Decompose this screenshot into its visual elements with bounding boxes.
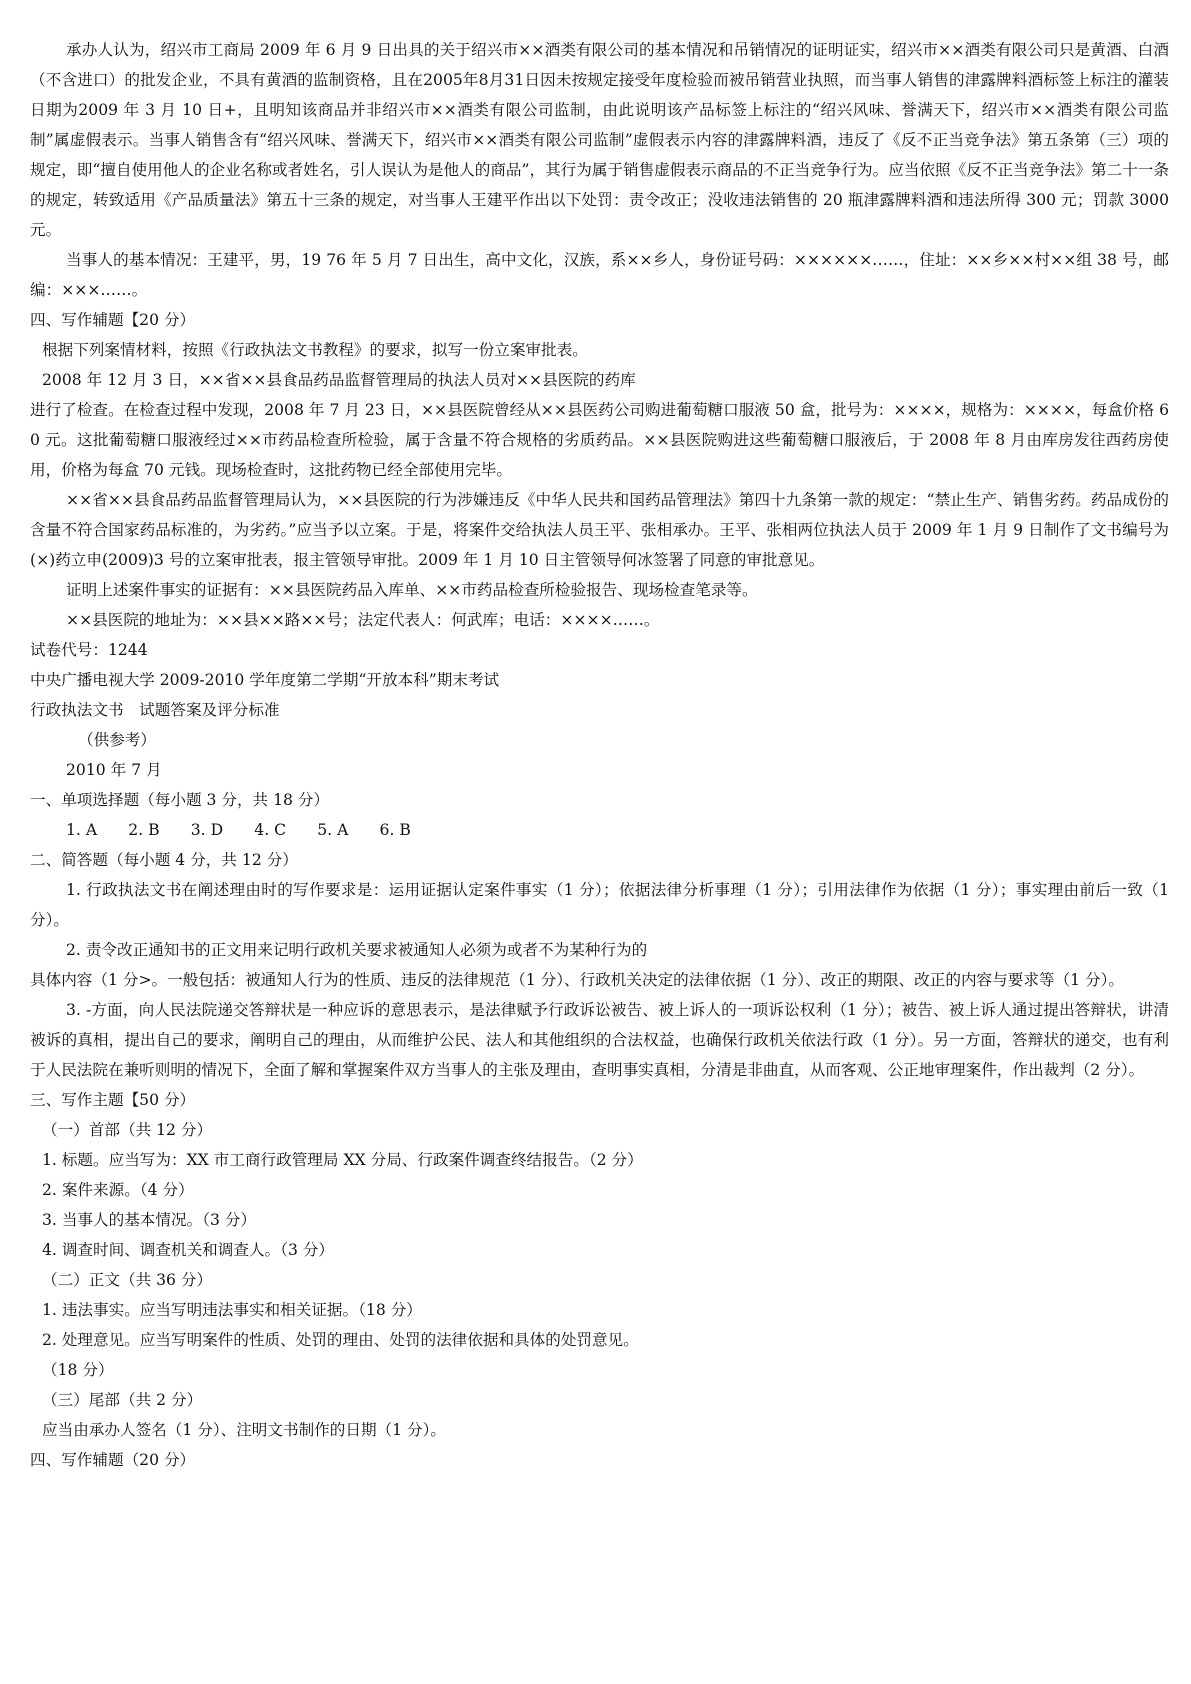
list-item: 应当由承办人签名（1 分）、注明文书制作的日期（1 分）。 <box>42 1421 447 1439</box>
for-reference-note: （供参考） <box>78 731 156 749</box>
short-answer-2-part-1: 2. 责令改正通知书的正文用来记明行政机关要求被通知人必须为或者不为某种行为的 <box>66 941 648 959</box>
short-answer-1: 1. 行政执法文书在阐述理由时的写作要求是：运用证据认定案件事实（1 分）；依据法律分析事理（1 分）；引用法律作为依据（1 分）；事实理由前后一致（1 分）。 <box>30 881 1169 929</box>
exam-date: 2010 年 7 月 <box>66 761 162 779</box>
subheading-header-part: （一）首部（共 12 分） <box>42 1121 213 1139</box>
list-item: 1. 标题。应当写为：XX 市工商行政管理局 XX 分局、行政案件调查终结报告。（2 分） <box>42 1151 643 1169</box>
paragraph-case-intro: 2008 年 12 月 3 日，××省××县食品药品监督管理局的执法人员对××县医院的药库 <box>42 371 636 389</box>
heading-short-answer: 二、简答题（每小题 4 分，共 12 分） <box>30 851 298 869</box>
paragraph-party-info: 当事人的基本情况：王建平，男，19 76 年 5 月 7 日出生，高中文化，汉族，系××乡人，身份证号码：××××××……，住址：××乡××村××组 38 号，邮编：×××……。 <box>30 251 1169 299</box>
subheading-ending-part: （三）尾部（共 2 分） <box>42 1391 203 1409</box>
list-item-continuation: （18 分） <box>42 1361 114 1379</box>
exam-code: 试卷代号：1244 <box>30 641 148 659</box>
paragraph-bureau-opinion: ××省××县食品药品监督管理局认为，××县医院的行为涉嫌违反《中华人民共和国药品管理法》第四十九条第一款的规定：“禁止生产、销售劣药。药品成份的含量不符合国家药品标准的，为劣药。”应当予以立案。于是，将案件交给执法人员王平、张相承办。王平、张相两位执法人员于 2009 年 1 月 9 日制作了文书编号为(×)药立申(2009)3 号的立案审批表，报主管领导审批。2009 年 1 月 10 日主管领导何冰签署了同意的审批意见。 <box>30 491 1169 569</box>
list-item: 4. 调查时间、调查机关和调查人。（3 分） <box>42 1241 335 1259</box>
heading-single-choice: 一、单项选择题（每小题 3 分，共 18 分） <box>30 791 330 809</box>
paragraph-inspection-findings: 进行了检查。在检查过程中发现，2008 年 7 月 23 日，××县医院曾经从××县医药公司购进葡萄糖口服液 50 盒，批号为：××××，规格为：××××，每盒价格 60 元。这批葡萄糖口服液经过××市药品检查所检验，属于含量不符合规格的劣质药品。××县医院购进这些葡萄糖口服液后，于 2008 年 8 月由库房发往西药房使用，价格为每盒 70 元钱。现场检查时，这批药物已经全部使用完毕。 <box>30 401 1169 479</box>
list-item: 2. 处理意见。应当写明案件的性质、处罚的理由、处罚的法律依据和具体的处罚意见。 <box>42 1331 639 1349</box>
list-item: 3. 当事人的基本情况。（3 分） <box>42 1211 257 1229</box>
heading-writing-aux: 四、写作辅题（20 分） <box>30 1451 196 1469</box>
short-answer-3: 3. -方面，向人民法院递交答辩状是一种应诉的意思表示，是法律赋予行政诉讼被告、被上诉人的一项诉讼权利（1 分）；被告、被上诉人通过提出答辩状，讲清被诉的真相，提出自己的要求，阐明自己的理由，从而维护公民、法人和其他组织的合法权益，也确保行政机关依法行政（1 分）。另一方面，答辩状的递交，也有利于人民法院在兼听则明的情况下，全面了解和掌握案件双方当事人的主张及理由，查明事实真相，分清是非曲直，从而客观、公正地审理案件，作出裁判（2 分）。 <box>30 1001 1169 1079</box>
paragraph-case-opinion: 承办人认为，绍兴市工商局 2009 年 6 月 9 日出具的关于绍兴市××酒类有限公司的基本情况和吊销情况的证明证实，绍兴市××酒类有限公司只是黄酒、白酒（不含进口）的批发企业，不具有黄酒的监制资格，且在2005年8月31日因未按规定接受年度检验而被吊销营业执照，而当事人销售的津露牌料酒标签上标注的灌装日期为2009 年 3 月 10 日+，且明知该商品并非绍兴市××酒类有限公司监制，由此说明该产品标签上标注的“绍兴风味、誉满天下，绍兴市××酒类有限公司监制”属虚假表示。当事人销售含有“绍兴风味、誉满天下，绍兴市××酒类有限公司监制”虚假表示内容的津露牌料酒，违反了《反不正当竞争法》第五条第（三）项的规定，即“擅自使用他人的企业名称或者姓名，引人误认为是他人的商品”，其行为属于销售虚假表示商品的不正当竞争行为。应当依照《反不正当竞争法》第二十一条的规定，转致适用《产品质量法》第五十三条的规定，对当事人王建平作出以下处罚：责令改正；没收违法销售的 20 瓶津露牌料酒和违法所得 300 元；罚款 3000 元。 <box>30 41 1169 239</box>
paragraph-task-instruction: 根据下列案情材料，按照《行政执法文书教程》的要求，拟写一份立案审批表。 <box>42 341 588 359</box>
paragraph-hospital-address: ××县医院的地址为：××县××路××号；法定代表人：何武库；电话：××××……。 <box>66 611 660 629</box>
subheading-body-part: （二）正文（共 36 分） <box>42 1271 213 1289</box>
heading-writing-main: 三、写作主题【50 分） <box>30 1091 196 1109</box>
single-choice-answers: 1. A 2. B 3. D 4. C 5. A 6. B <box>66 821 411 839</box>
paragraph-evidence: 证明上述案件事实的证据有：××县医院药品入库单、××市药品检查所检验报告、现场检查笔录等。 <box>66 581 758 599</box>
short-answer-2-part-2: 具体内容（1 分>。一般包括：被通知人行为的性质、违反的法律规范（1 分）、行政机关决定的法律依据（1 分）、改正的期限、改正的内容与要求等（1 分）。 <box>30 971 1124 989</box>
list-item: 1. 违法事实。应当写明违法事实和相关证据。（18 分） <box>42 1301 422 1319</box>
list-item: 2. 案件来源。（4 分） <box>42 1181 194 1199</box>
answer-key-title: 行政执法文书 试题答案及评分标准 <box>30 701 280 719</box>
exam-title: 中央广播电视大学 2009-2010 学年度第二学期“开放本科”期末考试 <box>30 671 500 689</box>
heading-section-4: 四、写作辅题【20 分） <box>30 311 196 329</box>
